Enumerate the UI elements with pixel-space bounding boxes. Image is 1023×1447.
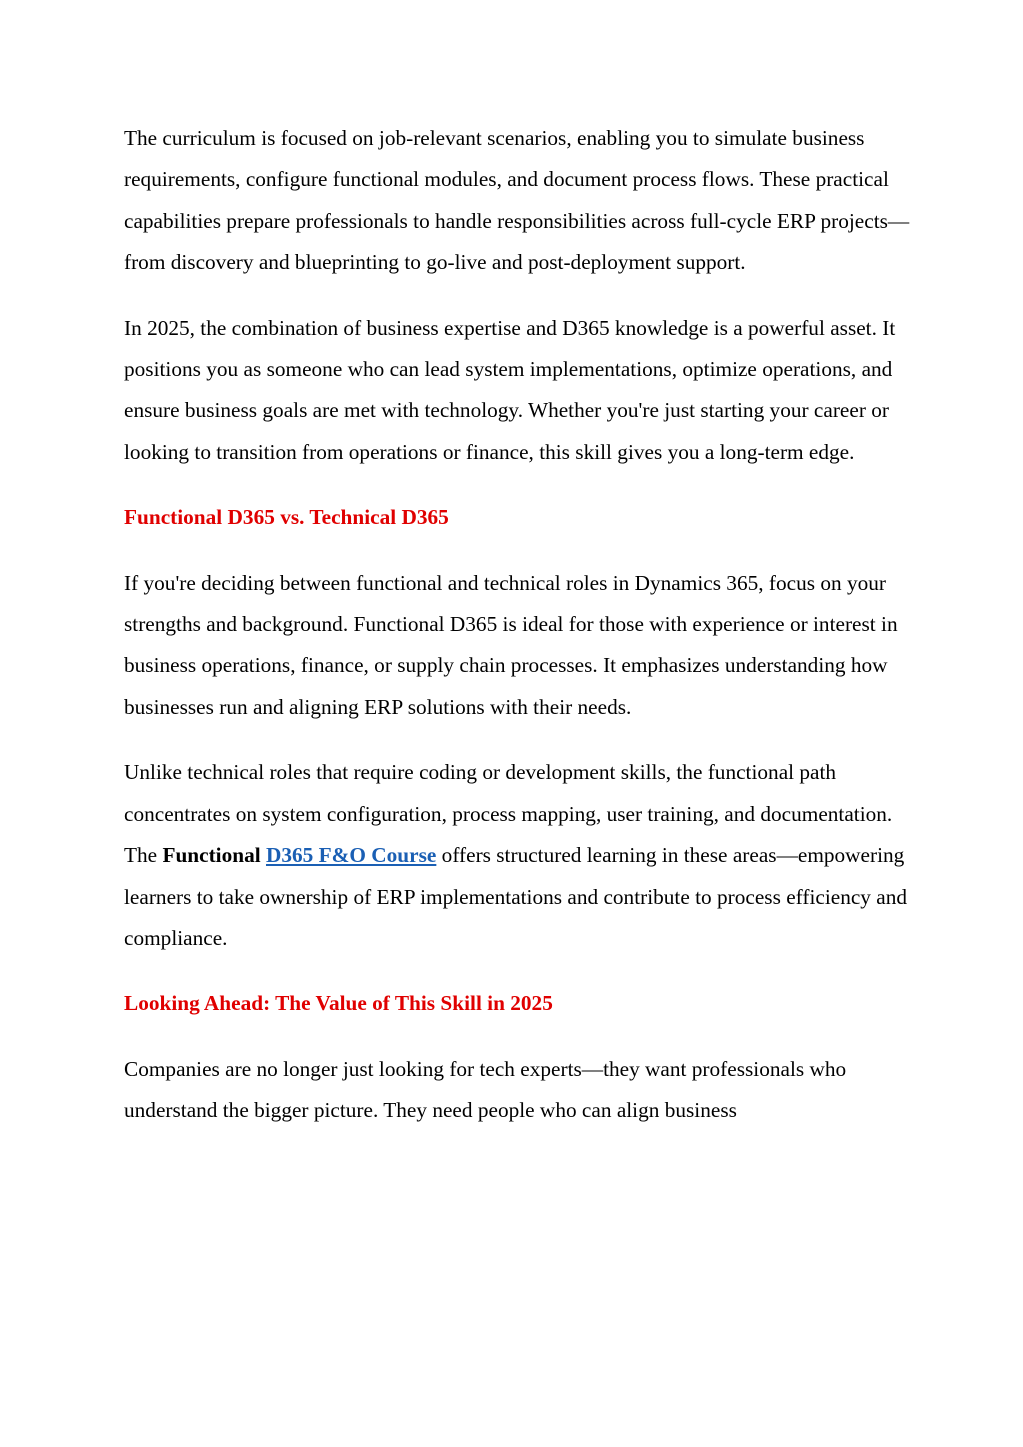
bold-functional: Functional: [162, 843, 261, 868]
paragraph-text-part1: Unlike technical roles that require coding or development skills, the functional path concentrates on system configuration, process mapping, user training, and documentation. The: [124, 760, 893, 868]
paragraph-unlike-technical: [124, 752, 914, 959]
document-page: [124, 118, 914, 1156]
course-link[interactable]: D365 F&O Course: [265, 843, 437, 868]
heading-looking-ahead: Looking Ahead: The Value of This Skill in 2025: [124, 991, 553, 1016]
paragraph-2025-combination: In 2025, the combination of business expertise and D365 knowledge is a powerful asset. It positions you as someone who can lead system implementations, optimize operations, and ensure business goals are met with technology. Whether you're just starting your career or looking to transition from operations or finance, this skill gives you a long-term edge.: [124, 315, 896, 464]
paragraph-companies: Companies are no longer just looking for tech experts—they want professionals who understand the bigger picture. They need people who can align business: [124, 1056, 847, 1123]
heading-functional-vs-technical: Functional D365 vs. Technical D365: [124, 505, 449, 530]
paragraph-deciding-roles: If you're deciding between functional and technical roles in Dynamics 365, focus on your strengths and background. Functional D365 is ideal for those with experience or interest in business operations, finance, or supply chain processes. It emphasizes understanding how businesses run and aligning ERP solutions with their needs.: [124, 570, 898, 719]
paragraph-curriculum: The curriculum is focused on job-relevant scenarios, enabling you to simulate business requirements, configure functional modules, and document process flows. These practical capabilities prepare professionals to handle responsibilities across full-cycle ERP projects—from discovery and blueprinting to go-live and post-deployment support.: [124, 126, 910, 275]
paragraph-text-part2: offers structured learning in these areas—empowering learners to take ownership of ERP implementations and contribute to process efficiency and compliance.: [124, 843, 908, 950]
